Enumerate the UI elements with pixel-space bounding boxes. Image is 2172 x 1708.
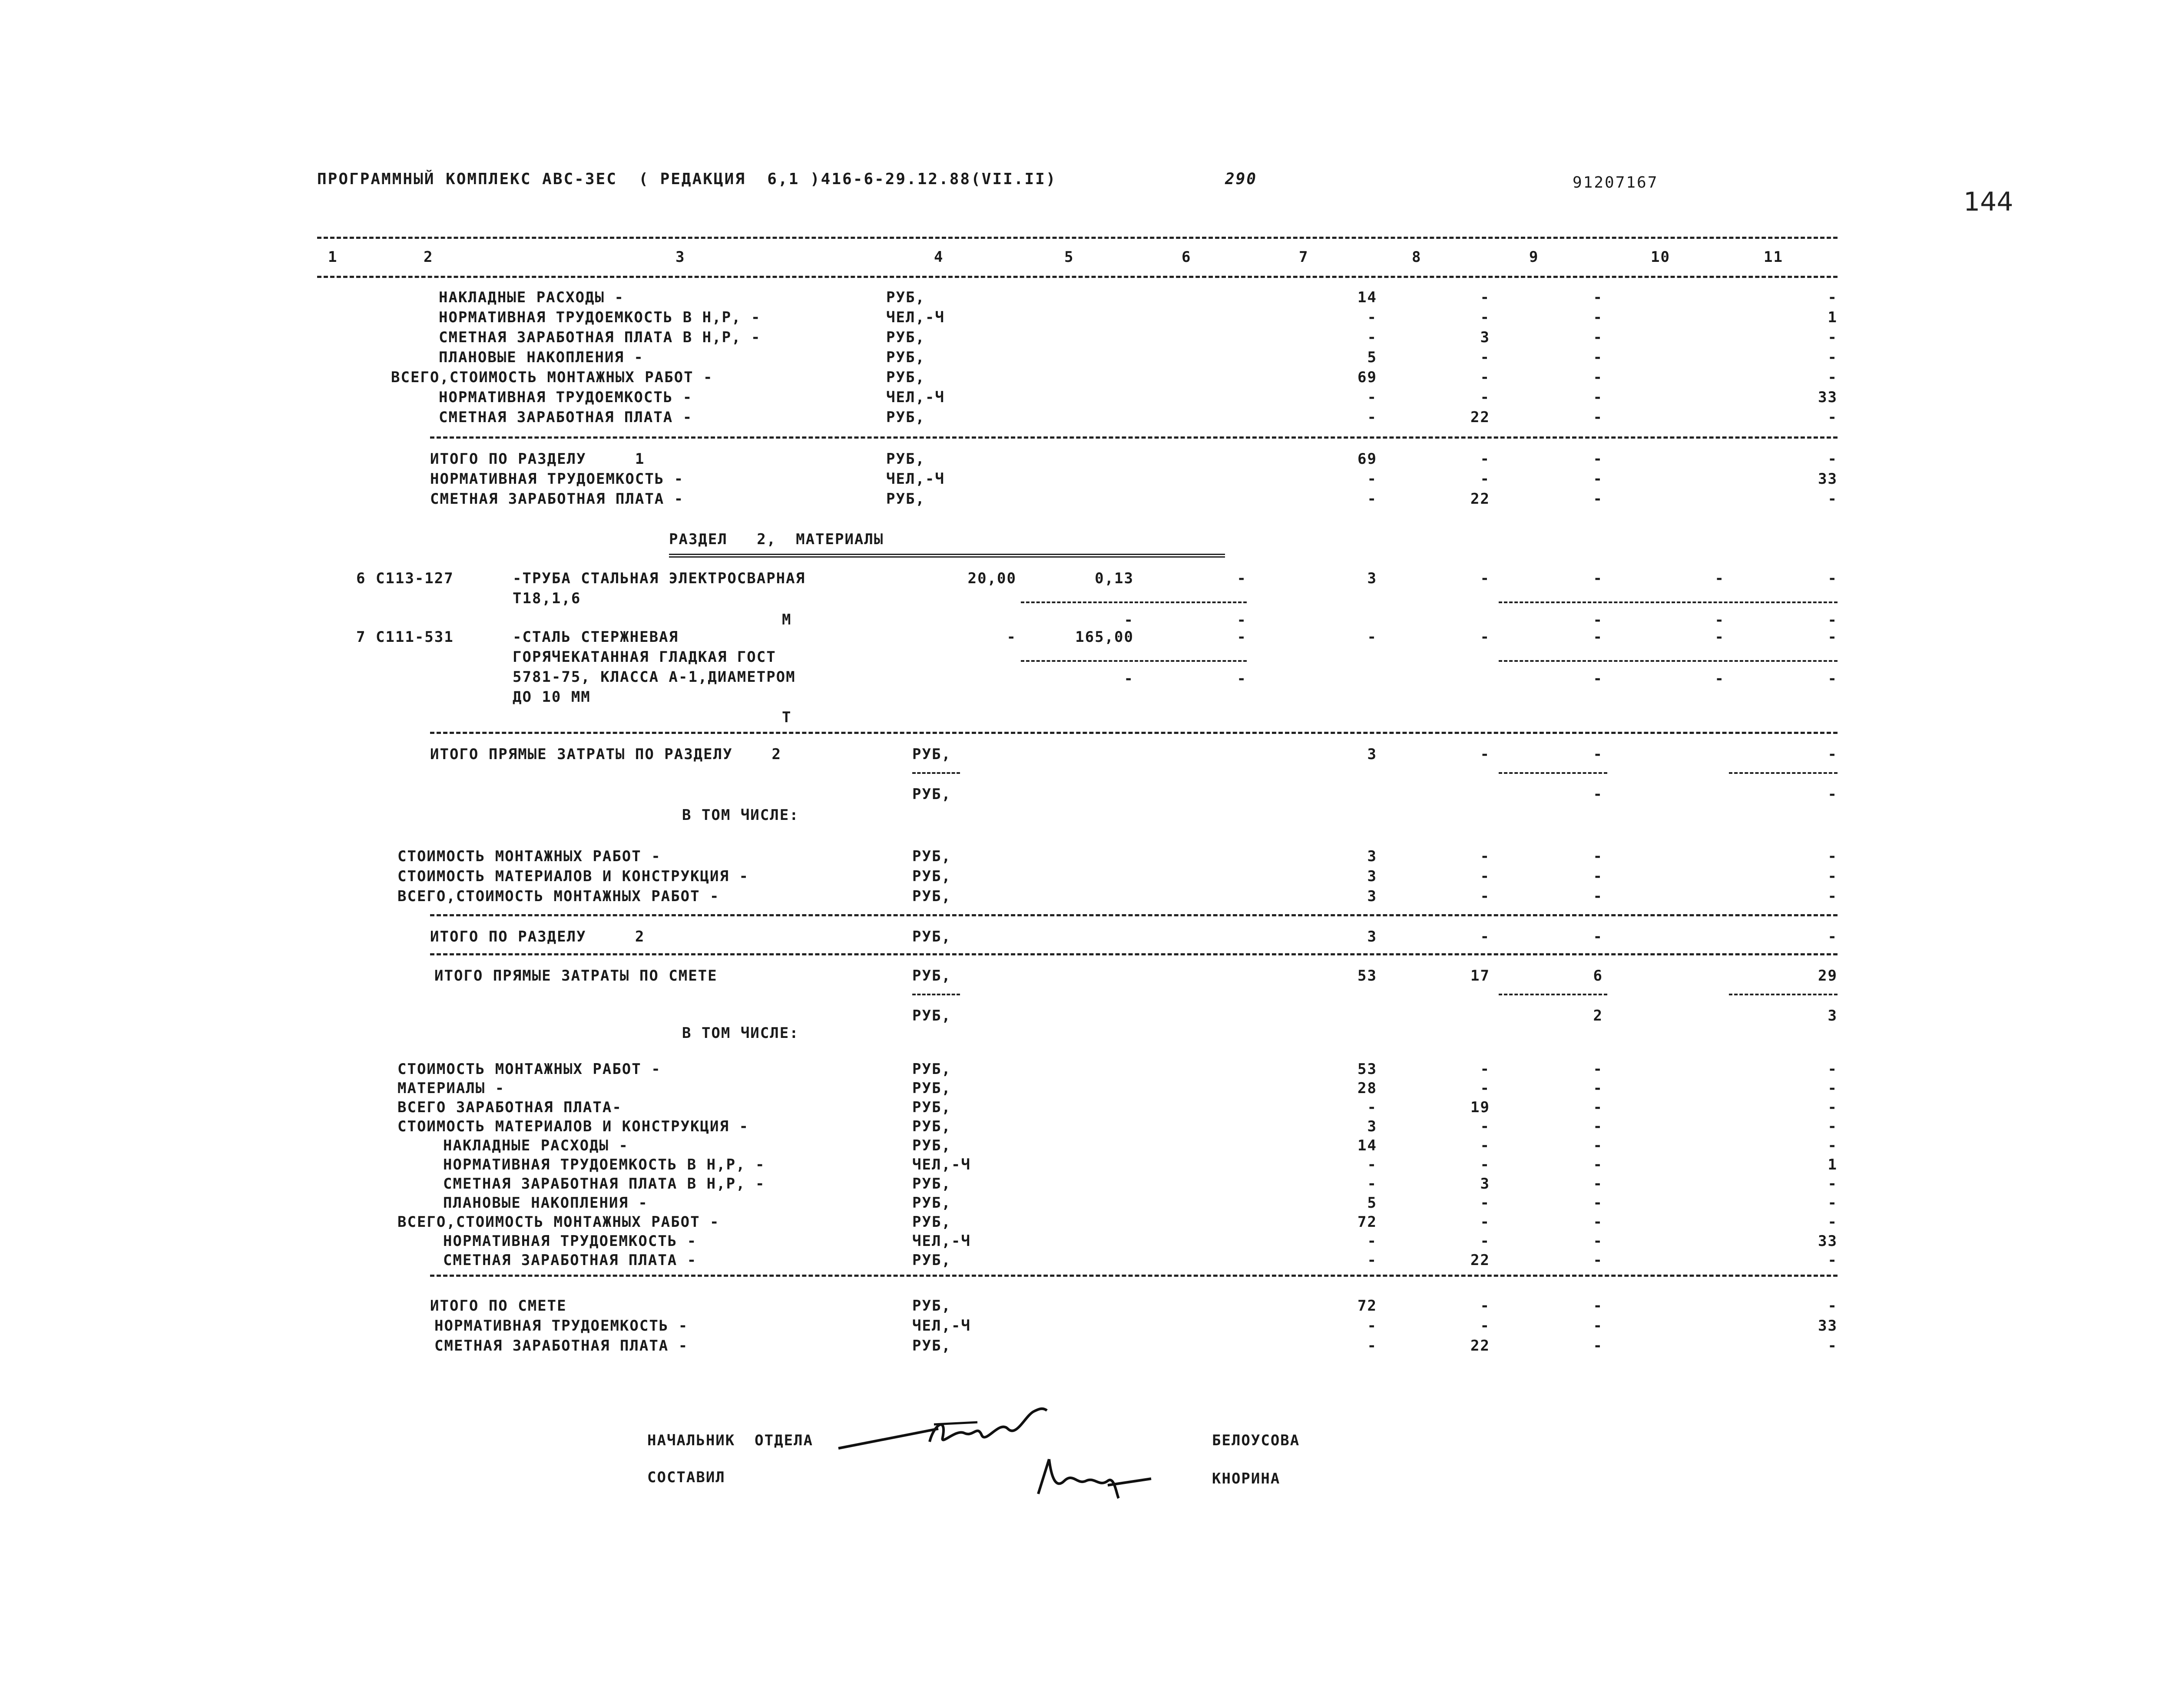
row-unit: РУБ, — [886, 409, 925, 426]
cell-c9: - — [1593, 1060, 1603, 1078]
item-name: -СТАЛЬ СТЕРЖНЕВАЯ — [513, 628, 679, 646]
cell-c9: - — [1593, 1137, 1603, 1154]
cell-c8: - — [1480, 349, 1490, 366]
cell-c11: - — [1828, 1080, 1838, 1097]
cell-c8: 22 — [1470, 1337, 1490, 1355]
cell-c11: - — [1828, 928, 1838, 945]
row-label: СТОИМОСТЬ МАТЕРИАЛОВ И КОНСТРУКЦИЯ - — [397, 868, 749, 885]
cell-c11: - — [1828, 1252, 1838, 1269]
cell-c8: 17 — [1470, 967, 1490, 984]
cell-c9: - — [1593, 309, 1603, 326]
cell-c8: 19 — [1470, 1099, 1490, 1116]
sheet-number: 144 — [1963, 187, 2013, 217]
cell-c11: - — [1828, 868, 1838, 885]
cell-c9: - — [1593, 1175, 1603, 1193]
including-label: В ТОМ ЧИСЛЕ: — [682, 806, 799, 824]
cell-c10: - — [1715, 570, 1725, 587]
row-label: НАКЛАДНЫЕ РАСХОДЫ - — [443, 1137, 629, 1154]
row-label: МАТЕРИАЛЫ - — [397, 1080, 505, 1097]
cell-c11: - — [1828, 570, 1838, 587]
item-name: 5781-75, КЛАССА А-1,ДИАМЕТРОМ — [513, 668, 796, 686]
cell-c8: - — [1480, 746, 1490, 763]
cell-c11: - — [1828, 746, 1838, 763]
cell-c7: - — [1367, 1175, 1377, 1193]
cell-c8: - — [1480, 1213, 1490, 1231]
rule-colnums — [317, 276, 1838, 278]
cell-c9: - — [1593, 928, 1603, 945]
cell-c7: 28 — [1358, 1080, 1377, 1097]
column-number: 5 — [1064, 248, 1074, 266]
row-unit: РУБ, — [912, 888, 951, 905]
cell-c7: - — [1367, 309, 1377, 326]
cell-c11: - — [1828, 1118, 1838, 1135]
rule-total2 — [430, 914, 1838, 916]
row-unit: РУБ, — [912, 1007, 951, 1024]
cell-c9: - — [1593, 1118, 1603, 1135]
cell-c7: 69 — [1358, 450, 1377, 468]
row-label: НОРМАТИВНАЯ ТРУДОЕМКОСТЬ - — [434, 1317, 689, 1335]
row-unit: РУБ, — [912, 1099, 951, 1116]
row-label: СМЕТНАЯ ЗАРАБОТНАЯ ПЛАТА В Н,Р, - — [439, 329, 761, 346]
row-unit: ЧЕЛ,-Ч — [912, 1232, 971, 1250]
row-unit: РУБ, — [886, 349, 925, 366]
cell-c11: - — [1828, 1175, 1838, 1193]
cell-c7: 3 — [1367, 570, 1377, 587]
cell-sub: - — [1715, 670, 1725, 687]
cell-c6: - — [1237, 570, 1247, 587]
row-label: НОРМАТИВНАЯ ТРУДОЕМКОСТЬ В Н,Р, - — [443, 1156, 765, 1173]
including-label: В ТОМ ЧИСЛЕ: — [682, 1024, 799, 1042]
cell-c11: 33 — [1818, 389, 1838, 406]
cell-c7: 72 — [1358, 1297, 1377, 1315]
cell-c7: 3 — [1367, 848, 1377, 865]
cell-c11: - — [1828, 1213, 1838, 1231]
row-label: СМЕТНАЯ ЗАРАБОТНАЯ ПЛАТА В Н,Р, - — [443, 1175, 765, 1193]
cell-sub: - — [1593, 670, 1603, 687]
column-number: 7 — [1299, 248, 1309, 266]
cell-c11: - — [1828, 349, 1838, 366]
cell-c4: 20,00 — [967, 570, 1016, 587]
cell-c8: - — [1480, 1194, 1490, 1212]
cell-c8: - — [1480, 309, 1490, 326]
row-label: ВСЕГО,СТОИМОСТЬ МОНТАЖНЫХ РАБОТ - — [391, 369, 713, 386]
cell-c11: - — [1828, 848, 1838, 865]
cell-sub: - — [1828, 611, 1838, 629]
cell-c8: - — [1480, 1080, 1490, 1097]
cell-c4: - — [1007, 628, 1016, 646]
row-label: СТОИМОСТЬ МОНТАЖНЫХ РАБОТ - — [397, 1060, 661, 1078]
cell-c9: - — [1593, 1232, 1603, 1250]
row-label: СМЕТНАЯ ЗАРАБОТНАЯ ПЛАТА - — [430, 490, 684, 508]
rule-unit — [912, 994, 960, 995]
row-label: НОРМАТИВНАЯ ТРУДОЕМКОСТЬ - — [430, 470, 684, 488]
cell-c11: - — [1828, 450, 1838, 468]
rule-sub — [1729, 772, 1838, 774]
cell-c11: 33 — [1818, 1317, 1838, 1335]
row-unit: РУБ, — [912, 1080, 951, 1097]
rule-item-sub — [1021, 660, 1247, 662]
cell-c9: - — [1593, 490, 1603, 508]
row-unit: РУБ, — [912, 1137, 951, 1154]
page-counter: 290 — [1225, 170, 1258, 188]
row-unit: РУБ, — [886, 329, 925, 346]
cell-c9: - — [1593, 389, 1603, 406]
cell-c11: - — [1828, 329, 1838, 346]
column-number: 11 — [1764, 248, 1783, 266]
row-unit: РУБ, — [912, 746, 951, 763]
row-unit: РУБ, — [912, 928, 951, 945]
cell-c11: 1 — [1828, 1156, 1838, 1173]
cell-c8: 22 — [1470, 1252, 1490, 1269]
item-code: 6 С113-127 — [356, 570, 454, 587]
cell-c9: - — [1593, 888, 1603, 905]
cell-c8: 22 — [1470, 490, 1490, 508]
item-name: ДО 10 ММ — [513, 688, 591, 706]
cell-c7: 14 — [1358, 289, 1377, 306]
cell-c9: - — [1593, 450, 1603, 468]
cell-c7: 3 — [1367, 888, 1377, 905]
row-unit: РУБ, — [912, 1118, 951, 1135]
cell-c7: 53 — [1358, 967, 1377, 984]
cell-c7: - — [1367, 1156, 1377, 1173]
cell-c8: 22 — [1470, 409, 1490, 426]
cell-c8: - — [1480, 450, 1490, 468]
row-unit: РУБ, — [912, 967, 951, 984]
cell-c9: - — [1593, 868, 1603, 885]
row-label: ИТОГО ПРЯМЫЕ ЗАТРАТЫ ПО СМЕТЕ — [434, 967, 718, 984]
rule-sub — [1499, 994, 1607, 995]
cell-c8: - — [1480, 1118, 1490, 1135]
cell-c7: - — [1367, 1099, 1377, 1116]
rule-section1 — [430, 436, 1838, 439]
cell-c8: 3 — [1480, 329, 1490, 346]
program-header: ПРОГРАММНЫЙ КОМПЛЕКС АВС-ЗЕС ( РЕДАКЦИЯ 6,1 )416-6-29.12.88(VII.II) — [317, 170, 1057, 188]
rule-item-sub — [1021, 601, 1247, 603]
rule-unit — [912, 772, 960, 774]
cell-sub: - — [1124, 611, 1134, 629]
cell-c9: - — [1593, 628, 1603, 646]
cell-c9: - — [1593, 848, 1603, 865]
row-unit: РУБ, — [912, 1213, 951, 1231]
cell-c11: - — [1828, 628, 1838, 646]
cell-c8: - — [1480, 1232, 1490, 1250]
cell-c8: - — [1480, 848, 1490, 865]
row-label: НОРМАТИВНАЯ ТРУДОЕМКОСТЬ - — [439, 389, 693, 406]
cell-c10: - — [1715, 628, 1725, 646]
cell-c9: - — [1593, 1099, 1603, 1116]
row-label: СТОИМОСТЬ МОНТАЖНЫХ РАБОТ - — [397, 848, 661, 865]
cell-c11: 3 — [1828, 1007, 1838, 1024]
row-unit: ЧЕЛ,-Ч — [886, 470, 945, 488]
cell-c8: - — [1480, 868, 1490, 885]
column-number: 4 — [934, 248, 944, 266]
row-unit: РУБ, — [886, 289, 925, 306]
row-unit: РУБ, — [912, 1297, 951, 1315]
cell-c7: 14 — [1358, 1137, 1377, 1154]
cell-c9: - — [1593, 369, 1603, 386]
cell-c9: - — [1593, 1337, 1603, 1355]
row-unit: РУБ, — [912, 1194, 951, 1212]
cell-c7: - — [1367, 409, 1377, 426]
cell-c7: 72 — [1358, 1213, 1377, 1231]
cell-c11: 29 — [1818, 967, 1838, 984]
row-unit: РУБ, — [912, 1175, 951, 1193]
cell-c8: - — [1480, 1137, 1490, 1154]
cell-sub: - — [1828, 670, 1838, 687]
row-label: ИТОГО ПО СМЕТЕ — [430, 1297, 567, 1315]
cell-c9: - — [1593, 1252, 1603, 1269]
cell-c11: 1 — [1828, 309, 1838, 326]
rule-final — [430, 1275, 1838, 1277]
chief-name: БЕЛОУСОВА — [1212, 1432, 1300, 1449]
cell-c9: 6 — [1593, 967, 1603, 984]
cell-c11: 33 — [1818, 470, 1838, 488]
column-number: 1 — [328, 248, 338, 266]
cell-sub: - — [1715, 611, 1725, 629]
item-unit: М — [782, 611, 792, 628]
rule-direct2 — [430, 732, 1838, 734]
cell-c7: - — [1367, 470, 1377, 488]
cell-c11: - — [1828, 1194, 1838, 1212]
row-label: ПЛАНОВЫЕ НАКОПЛЕНИЯ - — [443, 1194, 648, 1212]
column-number: 2 — [424, 248, 434, 266]
row-unit: РУБ, — [912, 786, 951, 803]
cell-c11: - — [1828, 888, 1838, 905]
cell-c8: - — [1480, 369, 1490, 386]
cell-c9: - — [1593, 1317, 1603, 1335]
cell-c9: - — [1593, 1156, 1603, 1173]
cell-c8: - — [1480, 470, 1490, 488]
cell-c9: - — [1593, 349, 1603, 366]
row-label: ИТОГО ПРЯМЫЕ ЗАТРАТЫ ПО РАЗДЕЛУ 2 — [430, 746, 781, 763]
cell-c11: - — [1828, 289, 1838, 306]
chief-signature — [834, 1398, 1077, 1459]
document-code: 91207167 — [1573, 174, 1659, 192]
cell-c11: - — [1828, 490, 1838, 508]
cell-c7: - — [1367, 490, 1377, 508]
cell-c9: 2 — [1593, 1007, 1603, 1024]
cell-c7: 3 — [1367, 746, 1377, 763]
row-label: НАКЛАДНЫЕ РАСХОДЫ - — [439, 289, 624, 306]
cell-c9: - — [1593, 409, 1603, 426]
row-unit: РУБ, — [912, 848, 951, 865]
chief-label: НАЧАЛЬНИК ОТДЕЛА — [647, 1432, 813, 1449]
row-unit: РУБ, — [886, 490, 925, 508]
author-label: СОСТАВИЛ — [647, 1469, 725, 1486]
rule-item-sub — [1499, 601, 1838, 603]
cell-c11: - — [1828, 1099, 1838, 1116]
row-label: ВСЕГО ЗАРАБОТНАЯ ПЛАТА- — [397, 1099, 622, 1116]
rule-item-sub — [1499, 660, 1838, 662]
section-title: РАЗДЕЛ 2, МАТЕРИАЛЫ — [669, 531, 884, 548]
cell-c9: - — [1593, 329, 1603, 346]
row-label: ПЛАНОВЫЕ НАКОПЛЕНИЯ - — [439, 349, 644, 366]
row-label: СТОИМОСТЬ МАТЕРИАЛОВ И КОНСТРУКЦИЯ - — [397, 1118, 749, 1135]
cell-c7: 53 — [1358, 1060, 1377, 1078]
cell-c9: - — [1593, 1297, 1603, 1315]
cell-c7: - — [1367, 1317, 1377, 1335]
row-label: ВСЕГО,СТОИМОСТЬ МОНТАЖНЫХ РАБОТ - — [397, 888, 720, 905]
row-label: ИТОГО ПО РАЗДЕЛУ 1 — [430, 450, 645, 468]
author-name: КНОРИНА — [1212, 1470, 1281, 1487]
row-unit: ЧЕЛ,-Ч — [886, 309, 945, 326]
cell-c11: - — [1828, 786, 1838, 803]
cell-c9: - — [1593, 746, 1603, 763]
item-unit: Т — [782, 709, 792, 726]
cell-c7: 5 — [1367, 1194, 1377, 1212]
cell-c9: - — [1593, 470, 1603, 488]
cell-c8: - — [1480, 389, 1490, 406]
item-name: -ТРУБА СТАЛЬНАЯ ЭЛЕКТРОСВАРНАЯ — [513, 570, 806, 587]
cell-c11: - — [1828, 1137, 1838, 1154]
cell-c9: - — [1593, 1194, 1603, 1212]
column-number: 6 — [1182, 248, 1192, 266]
cell-c7: 3 — [1367, 1118, 1377, 1135]
cell-c8: - — [1480, 928, 1490, 945]
cell-c11: - — [1828, 1060, 1838, 1078]
cell-c7: - — [1367, 389, 1377, 406]
column-number: 3 — [675, 248, 685, 266]
rule-sub — [1729, 994, 1838, 995]
rule-direct-total — [430, 953, 1838, 955]
cell-c8: - — [1480, 1156, 1490, 1173]
cell-c8: - — [1480, 628, 1490, 646]
cell-c5: 165,00 — [1075, 628, 1134, 646]
item-code: 7 С111-531 — [356, 628, 454, 646]
cell-c8: 3 — [1480, 1175, 1490, 1193]
row-label: СМЕТНАЯ ЗАРАБОТНАЯ ПЛАТА - — [434, 1337, 689, 1355]
row-label: НОРМАТИВНАЯ ТРУДОЕМКОСТЬ В Н,Р, - — [439, 309, 761, 326]
cell-c5: 0,13 — [1095, 570, 1134, 587]
cell-sub: - — [1124, 670, 1134, 687]
cell-c7: 3 — [1367, 868, 1377, 885]
cell-c6: - — [1237, 628, 1247, 646]
cell-c11: - — [1828, 369, 1838, 386]
cell-c8: - — [1480, 570, 1490, 587]
cell-c9: - — [1593, 1213, 1603, 1231]
item-name: ГОРЯЧЕКАТАННАЯ ГЛАДКАЯ ГОСТ — [513, 648, 776, 666]
row-unit: ЧЕЛ,-Ч — [886, 389, 945, 406]
cell-c8: - — [1480, 1317, 1490, 1335]
cell-c8: - — [1480, 1060, 1490, 1078]
row-label: НОРМАТИВНАЯ ТРУДОЕМКОСТЬ - — [443, 1232, 697, 1250]
row-unit: РУБ, — [912, 1252, 951, 1269]
cell-c7: - — [1367, 1252, 1377, 1269]
cell-c11: - — [1828, 409, 1838, 426]
row-label: СМЕТНАЯ ЗАРАБОТНАЯ ПЛАТА - — [443, 1252, 697, 1269]
cell-c7: 5 — [1367, 349, 1377, 366]
rule-top — [317, 237, 1838, 239]
cell-c8: - — [1480, 888, 1490, 905]
cell-c11: 33 — [1818, 1232, 1838, 1250]
rule-sub — [1499, 772, 1607, 774]
row-unit: РУБ, — [886, 369, 925, 386]
cell-sub: - — [1237, 611, 1247, 629]
cell-c9: - — [1593, 1080, 1603, 1097]
cell-c9: - — [1593, 786, 1603, 803]
column-number: 8 — [1412, 248, 1422, 266]
cell-c7: 69 — [1358, 369, 1377, 386]
row-label: ВСЕГО,СТОИМОСТЬ МОНТАЖНЫХ РАБОТ - — [397, 1213, 720, 1231]
row-unit: РУБ, — [912, 1337, 951, 1355]
row-unit: ЧЕЛ,-Ч — [912, 1317, 971, 1335]
cell-c7: 3 — [1367, 928, 1377, 945]
author-signature — [1025, 1450, 1164, 1503]
rule-section-title — [669, 554, 1225, 558]
column-number: 9 — [1529, 248, 1539, 266]
row-unit: РУБ, — [912, 868, 951, 885]
row-unit: РУБ, — [912, 1060, 951, 1078]
row-unit: РУБ, — [886, 450, 925, 468]
cell-c7: - — [1367, 628, 1377, 646]
cell-c11: - — [1828, 1297, 1838, 1315]
cell-c7: - — [1367, 1337, 1377, 1355]
cell-sub: - — [1593, 611, 1603, 629]
cell-c8: - — [1480, 1297, 1490, 1315]
column-number: 10 — [1651, 248, 1670, 266]
item-name: Т18,1,6 — [513, 590, 581, 607]
cell-c9: - — [1593, 289, 1603, 306]
cell-sub: - — [1237, 670, 1247, 687]
cell-c7: - — [1367, 1232, 1377, 1250]
cell-c11: - — [1828, 1337, 1838, 1355]
cell-c7: - — [1367, 329, 1377, 346]
row-label: ИТОГО ПО РАЗДЕЛУ 2 — [430, 928, 645, 945]
row-unit: ЧЕЛ,-Ч — [912, 1156, 971, 1173]
cell-c8: - — [1480, 289, 1490, 306]
row-label: СМЕТНАЯ ЗАРАБОТНАЯ ПЛАТА - — [439, 409, 693, 426]
cell-c9: - — [1593, 570, 1603, 587]
